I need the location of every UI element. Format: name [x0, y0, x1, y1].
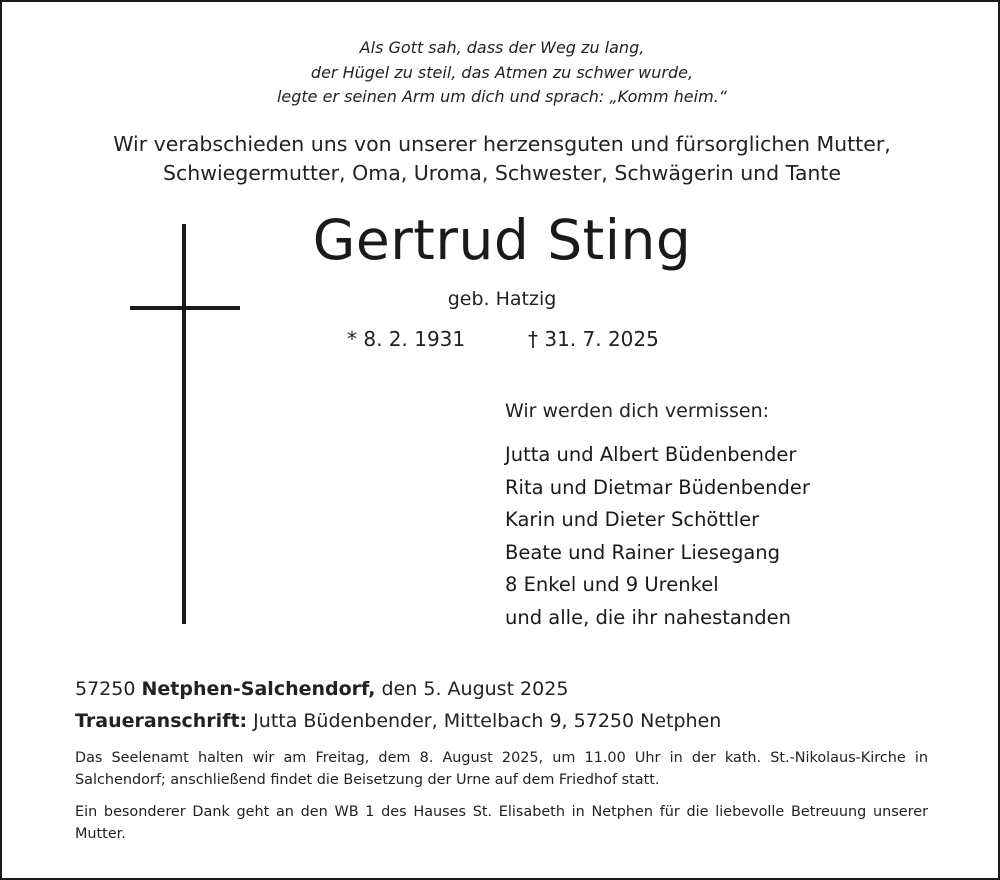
birth-date: * 8. 2. 1931 [347, 327, 466, 351]
mourner-entry: Karin und Dieter Schöttler [505, 508, 760, 532]
farewell-intro [2, 130, 1000, 187]
mourners-heading: Wir werden dich vermissen: [505, 400, 770, 422]
service-info: Das Seelenamt halten wir am Freitag, dem 8. August 2025, um 11.00 Uhr in der kath. St.-Nikolaus-Kirche in Salchendorf; anschließend findet die Beisetzung der Urne auf dem Friedhof statt. [75, 750, 928, 788]
intro-line: Wir verabschieden uns von unserer herzensguten und fürsorglichen Mutter, [113, 132, 891, 156]
mourning-address-line [75, 708, 721, 734]
intro-line: Schwiegermutter, Oma, Uroma, Schwester, Schwägerin und Tante [162, 160, 842, 185]
place-name: Netphen-Salchendorf, [141, 678, 376, 700]
death-date: † 31. 7. 2025 [528, 327, 659, 351]
cross-icon [182, 224, 186, 624]
mourner-entry: und alle, die ihr nahestanden [505, 605, 791, 629]
verse-line: legte er seinen Arm um dich und sprach: „Komm heim.“ [276, 87, 728, 106]
memorial-verse [2, 36, 1000, 110]
address-value: Jutta Büdenbender, Mittelbach 9, 57250 Netphen [253, 710, 722, 732]
mourner-entry: Jutta und Albert Büdenbender [505, 443, 797, 466]
verse-line: Als Gott sah, dass der Weg zu lang, [359, 38, 645, 57]
notice-date: den 5. August 2025 [381, 678, 569, 700]
thanks-note: Ein besonderer Dank geht an den WB 1 des Hauses St. Elisabeth in Netphen für die liebevolle Betreuung unserer Mutter. [75, 804, 928, 842]
verse-line: der Hügel zu steil, das Atmen zu schwer wurde, [310, 62, 694, 82]
mourner-entry: Rita und Dietmar Büdenbender [505, 475, 810, 499]
mourners-list [505, 439, 810, 635]
mourner-entry: 8 Enkel und 9 Urenkel [505, 573, 719, 597]
place-date-line [75, 676, 568, 702]
birth-name: geb. Hatzig [447, 288, 557, 310]
zip-code: 57250 [75, 678, 136, 700]
address-label: Traueranschrift: [75, 710, 248, 732]
deceased-name: Gertrud Sting [312, 208, 692, 272]
mourner-entry: Beate und Rainer Liesegang [505, 540, 781, 564]
